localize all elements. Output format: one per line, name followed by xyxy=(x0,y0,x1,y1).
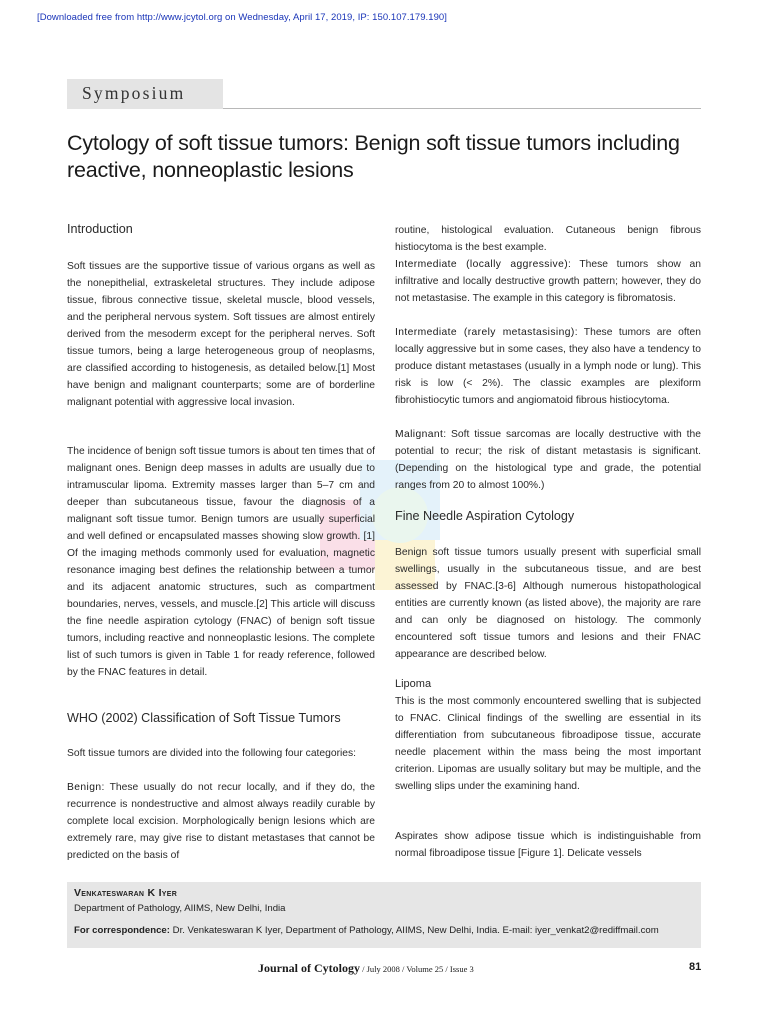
author-info-box xyxy=(67,882,701,948)
malignant-label: Malignant xyxy=(395,429,444,440)
intermediate-rare-paragraph xyxy=(395,324,701,409)
journal-name: Journal of Cytology xyxy=(258,961,360,975)
continuation-paragraph: routine, histological evaluation. Cutaneous benign fibrous histiocytoma is the best example. xyxy=(395,225,701,253)
intermediate-aggressive-text: : These tumors show an infiltrative and locally destructive growth pattern; however, they do not metastasise. The example in this category is fibromatosis. xyxy=(395,259,701,304)
correspondence-label: For correspondence: xyxy=(74,925,170,936)
lipoma-paragraph-1: This is the most commonly encountered swelling that is subjected to FNAC. Clinical findings of the swelling are essential in its differentiation from subcutaneous fibroadipose tissue, accurate needle placement within the mass being the most important criterion. Lipomas are usually solitary but may be multiple, and the swelling slips under the examining hand. xyxy=(395,696,701,792)
section-tag: Symposium xyxy=(67,79,223,109)
intermediate-rare-label: Intermediate (rarely metastasising) xyxy=(395,327,575,338)
section-divider xyxy=(223,108,701,109)
correspondence-text: Dr. Venkateswaran K Iyer, Department of Pathology, AIIMS, New Delhi, India. E-mail: iyer_venkat2@rediffmail.com xyxy=(169,925,659,936)
intro-paragraph-1: Soft tissues are the supportive tissue of various organs as well as the nonepithelial, extraskeletal structures. They include adipose tissue, fibrous connective tissue, skeletal muscle, blood vessels, and the peripheral nervous system. Soft tissues are almost entirely derived from the mesoderm except for the peripheral nerves. Soft tissue tumors, being a large heterogeneous group of neoplasms, are classified according to histogenesis, as detailed below.[1] Most have benign and malignant counterparts; some are of borderline malignant potential with aggressive local invasion. xyxy=(67,261,375,408)
fnac-heading: Fine Needle Aspiration Cytology xyxy=(395,509,575,523)
page-number: 81 xyxy=(689,961,702,973)
intermediate-aggressive-label: Intermediate (locally aggressive) xyxy=(395,259,569,270)
introduction-heading: Introduction xyxy=(67,222,133,236)
intermediate-aggressive-paragraph xyxy=(395,256,701,307)
author-department: Department of Pathology, AIIMS, New Delhi, India xyxy=(74,903,286,914)
download-banner[interactable]: [Downloaded free from http://www.jcytol.org on Wednesday, April 17, 2019, IP: 150.107.179.190] xyxy=(37,12,447,23)
intermediate-rare-text: : These tumors are often locally aggressive but in some cases, they also have a tendency to produce distant metastases (usually in a lymph node or lung). This risk is low (< 2%). The classic examples are plexiform fibrohistiocytic tumors and angiomatoid fibrous histiocytoma. xyxy=(395,327,701,406)
fnac-paragraph: Benign soft tissue tumors usually present with superficial small swellings, usually in the subcutaneous tissue, and are best assessed by FNAC.[3-6] Although numerous histopathological entities are currently known (as listed above), the majority are rare and can only be diagnosed on histology. The commonly encountered soft tissue tumors and lesions and their FNAC appearance are described below. xyxy=(395,547,701,660)
author-name: Venkateswaran K Iyer xyxy=(74,887,178,899)
malignant-paragraph xyxy=(395,426,701,494)
malignant-text: : Soft tissue sarcomas are locally destructive with the potential to recur; the risk of distant metastasis is significant. (Depending on the histological type and grade, the potential ranges from 20 to almost 100%.) xyxy=(395,429,701,491)
correspondence xyxy=(74,923,694,938)
journal-issue: / July 2008 / Volume 25 / Issue 3 xyxy=(360,964,474,974)
benign-paragraph xyxy=(67,779,375,864)
journal-footer xyxy=(258,961,474,976)
lipoma-paragraph-2: Aspirates show adipose tissue which is indistinguishable from normal fibroadipose tissue [Figure 1]. Delicate vessels xyxy=(395,831,701,859)
lipoma-heading: Lipoma xyxy=(395,678,432,690)
benign-label: Benign xyxy=(67,782,102,793)
who-paragraph: Soft tissue tumors are divided into the following four categories: xyxy=(67,748,357,759)
who-classification-heading: WHO (2002) Classification of Soft Tissue Tumors xyxy=(67,711,341,725)
intro-paragraph-2: The incidence of benign soft tissue tumors is about ten times that of malignant ones. Benign deep masses in adults are usually due to intramuscular lipoma. Extremity masses larger than 5–7 cm and deeper than subcutaneous tissue, favour the diagnosis of a malignant soft tissue tumor. Benign tumors are usually superficial and well defined or encapsulated masses showing slow growth. [1] Of the imaging methods commonly used for evaluation, magnetic resonance imaging best defines the relationship between a tumor and its adjacent anatomic structures, such as compartment boundaries, nerves, vessels, and muscle.[2] This article will discuss the fine needle aspiration cytology (FNAC) of benign soft tissue tumors, including reactive and nonneoplastic lesions. The complete list of such tumors is given in Table 1 for ready reference, followed by the FNAC features in detail. xyxy=(67,446,375,678)
benign-text: : These usually do not recur locally, and if they do, the recurrence is nondestructive and almost always readily curable by complete local excision. Morphologically benign lesions which are extremely rare, may give rise to distant metastases that cannot be predicted on the basis of xyxy=(67,782,375,861)
article-title: Cytology of soft tissue tumors: Benign soft tissue tumors including reactive, nonneoplastic lesions xyxy=(67,131,680,182)
